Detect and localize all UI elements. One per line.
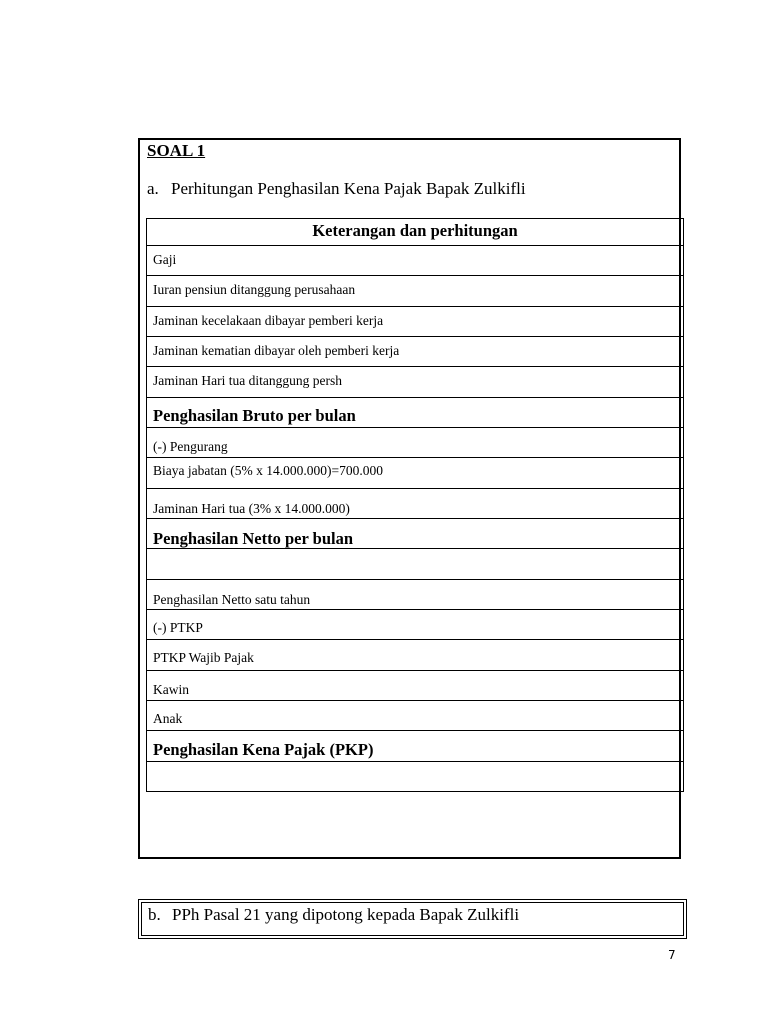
row-label: Jaminan Hari tua ditanggung persh [153, 373, 342, 388]
row-label: PTKP Wajib Pajak [153, 650, 254, 665]
table-row [147, 489, 683, 519]
table-row [147, 458, 683, 489]
section-b-box [138, 899, 687, 939]
table-row [147, 671, 683, 701]
table-row [147, 580, 683, 610]
table-row-empty [147, 549, 683, 580]
table-row-empty [147, 762, 683, 792]
section-b-heading [148, 905, 519, 925]
section-b-marker: b. [148, 905, 161, 924]
row-label: (-) Pengurang [153, 439, 228, 454]
soal-title: SOAL 1 [147, 141, 206, 160]
table-row [147, 246, 683, 276]
row-label: Penghasilan Netto per bulan [153, 529, 354, 548]
table-header-label: Keterangan dan perhitungan [312, 221, 518, 240]
table-row [147, 610, 683, 640]
row-label: Jaminan kematian dibayar oleh pemberi kerja [153, 343, 400, 358]
page-number: 7 [668, 948, 676, 962]
table-row [147, 640, 683, 671]
table-row [147, 367, 683, 398]
section-b-title: PPh Pasal 21 yang dipotong kepada Bapak Zulkifli [172, 905, 520, 924]
soal-box [138, 138, 681, 859]
table-row-subtotal [147, 398, 683, 428]
row-label: Biaya jabatan (5% x 14.000.000)=700.000 [153, 463, 383, 478]
row-label: Penghasilan Kena Pajak (PKP) [153, 740, 374, 759]
table-row-total [147, 731, 683, 762]
row-label: Iuran pensiun ditanggung perusahaan [153, 282, 356, 297]
section-b-inner [141, 902, 684, 936]
row-label: Jaminan kecelakaan dibayar pemberi kerja [153, 313, 384, 328]
table-row-subtotal [147, 519, 683, 549]
calculation-table [146, 218, 684, 792]
table-row [147, 701, 683, 731]
table-row [147, 337, 683, 367]
row-label: Penghasilan Netto satu tahun [153, 592, 311, 607]
row-label: (-) PTKP [153, 620, 203, 635]
row-label: Anak [153, 711, 183, 726]
table-row [147, 276, 683, 307]
row-label: Jaminan Hari tua (3% x 14.000.000) [153, 501, 350, 516]
table-row [147, 428, 683, 458]
row-label: Gaji [153, 252, 177, 267]
section-a-marker: a. [147, 179, 159, 198]
row-label: Kawin [153, 682, 189, 697]
row-label: Penghasilan Bruto per bulan [153, 406, 356, 425]
section-a-title: Perhitungan Penghasilan Kena Pajak Bapak Zulkifli [171, 179, 526, 198]
table-row [147, 307, 683, 337]
section-a-heading [147, 179, 526, 199]
table-header [147, 219, 683, 246]
